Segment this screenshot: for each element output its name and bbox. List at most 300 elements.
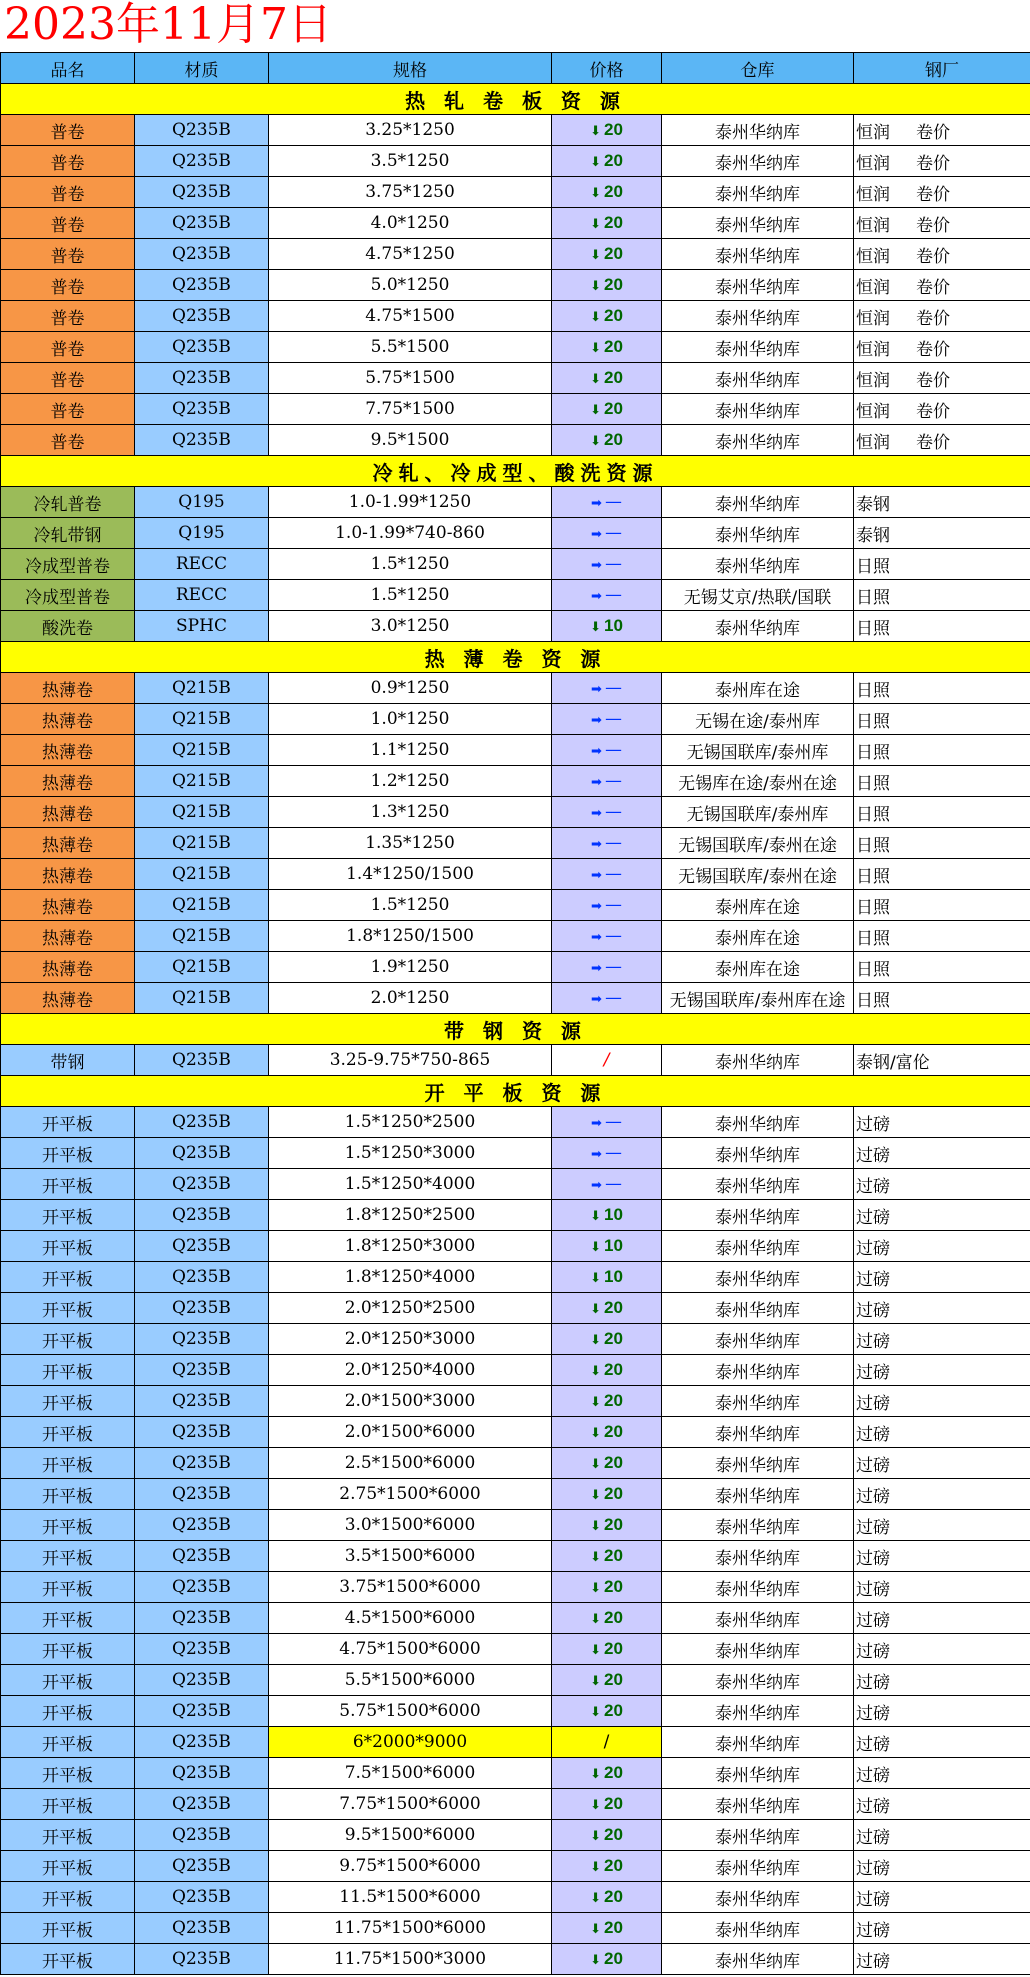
- table-row: [1, 1417, 1030, 1448]
- spec-cell: 3.75*1500*6000: [269, 1572, 552, 1603]
- mill-cell: [854, 239, 1030, 270]
- price-cell: [552, 177, 662, 208]
- price-value: —: [604, 771, 622, 791]
- material-cell: Q195: [135, 518, 269, 549]
- table-row: [1, 1107, 1030, 1138]
- price-value: —: [604, 709, 622, 729]
- spec-cell: 1.0-1.99*740-860: [269, 518, 552, 549]
- mill-name: 恒润: [856, 122, 890, 143]
- table-row: [1, 1231, 1030, 1262]
- spec-cell: 4.5*1500*6000: [269, 1603, 552, 1634]
- section-header-row: [1, 1076, 1030, 1107]
- warehouse-cell: 无锡国联库/泰州库: [662, 797, 854, 828]
- warehouse-cell: 无锡库在途/泰州在途: [662, 766, 854, 797]
- product-name-cell: 开平板: [1, 1944, 135, 1975]
- spec-cell: 7.5*1500*6000: [269, 1758, 552, 1789]
- spec-cell: 5.0*1250: [269, 270, 552, 301]
- warehouse-cell: 泰州华纳库: [662, 487, 854, 518]
- spec-cell: 1.5*1250*3000: [269, 1138, 552, 1169]
- product-name-cell: 冷轧带钢: [1, 518, 135, 549]
- mill-name: 恒润: [856, 401, 890, 422]
- mill-name: 过磅: [856, 1362, 890, 1383]
- mill-name: 过磅: [856, 1114, 890, 1135]
- product-name-cell: 开平板: [1, 1169, 135, 1200]
- mill-cell: [854, 208, 1030, 239]
- right-arrow-icon: ➡: [591, 1147, 602, 1162]
- down-arrow-icon: ⬇: [590, 1674, 601, 1689]
- material-cell: Q235B: [135, 1324, 269, 1355]
- material-cell: Q235B: [135, 239, 269, 270]
- spec-cell: 2.75*1500*6000: [269, 1479, 552, 1510]
- material-cell: Q215B: [135, 673, 269, 704]
- down-arrow-icon: ⬇: [590, 1550, 601, 1565]
- right-arrow-icon: ➡: [591, 558, 602, 573]
- mill-cell: [854, 1324, 1030, 1355]
- warehouse-cell: 泰州华纳库: [662, 1169, 854, 1200]
- mill-cell: [854, 580, 1030, 611]
- product-name-cell: 普卷: [1, 177, 135, 208]
- spec-cell: 4.0*1250: [269, 208, 552, 239]
- material-cell: Q235B: [135, 1634, 269, 1665]
- price-cell: [552, 208, 662, 239]
- price-value: 20: [603, 1298, 623, 1317]
- price-cell: [552, 828, 662, 859]
- table-row: [1, 1355, 1030, 1386]
- spec-cell: 1.2*1250: [269, 766, 552, 797]
- warehouse-cell: 泰州华纳库: [662, 1293, 854, 1324]
- section-header-row: [1, 84, 1030, 115]
- price-basis: 卷价: [916, 308, 950, 329]
- price-value: 20: [603, 306, 623, 325]
- product-name-cell: 普卷: [1, 363, 135, 394]
- price-basis: 卷价: [916, 401, 950, 422]
- mill-cell: [854, 301, 1030, 332]
- product-name-cell: 开平板: [1, 1107, 135, 1138]
- down-arrow-icon: ⬇: [590, 620, 601, 635]
- table-row: [1, 301, 1030, 332]
- table-row: [1, 1293, 1030, 1324]
- material-cell: Q235B: [135, 332, 269, 363]
- mill-name: 过磅: [856, 1455, 890, 1476]
- price-value: 20: [603, 1453, 623, 1472]
- down-arrow-icon: ⬇: [590, 1612, 601, 1627]
- spec-cell: 1.5*1250: [269, 549, 552, 580]
- warehouse-cell: 泰州华纳库: [662, 177, 854, 208]
- price-cell: [552, 301, 662, 332]
- product-name-cell: 开平板: [1, 1355, 135, 1386]
- mill-cell: [854, 1851, 1030, 1882]
- material-cell: Q215B: [135, 797, 269, 828]
- product-name-cell: 开平板: [1, 1665, 135, 1696]
- mill-cell: [854, 1696, 1030, 1727]
- product-name-cell: 开平板: [1, 1541, 135, 1572]
- mill-name: 日照: [856, 804, 890, 825]
- price-value: 20: [603, 120, 623, 139]
- table-row: [1, 332, 1030, 363]
- material-cell: Q215B: [135, 890, 269, 921]
- table-header-row: [1, 53, 1030, 84]
- down-arrow-icon: ⬇: [590, 1488, 601, 1503]
- spec-cell: 1.5*1250: [269, 580, 552, 611]
- mill-name: 泰钢/富伦: [856, 1052, 930, 1073]
- section-title: 冷轧、冷成型、酸洗资源: [1, 456, 1030, 487]
- table-row: [1, 921, 1030, 952]
- right-arrow-icon: ➡: [591, 744, 602, 759]
- spec-cell: 2.0*1250: [269, 983, 552, 1014]
- price-value: —: [604, 1143, 622, 1163]
- price-cell: [552, 1789, 662, 1820]
- price-cell: [552, 1417, 662, 1448]
- price-cell: [552, 1758, 662, 1789]
- price-cell: [552, 1727, 662, 1758]
- table-row: [1, 1758, 1030, 1789]
- table-row: [1, 1696, 1030, 1727]
- mill-name: 恒润: [856, 339, 890, 360]
- down-arrow-icon: ⬇: [590, 341, 601, 356]
- section-title: 开 平 板 资 源: [1, 1076, 1030, 1107]
- product-name-cell: 热薄卷: [1, 983, 135, 1014]
- down-arrow-icon: ⬇: [590, 1240, 601, 1255]
- mill-cell: [854, 332, 1030, 363]
- price-cell: [552, 1603, 662, 1634]
- column-header: 价格: [552, 53, 662, 84]
- right-arrow-icon: ➡: [591, 837, 602, 852]
- mill-name: 日照: [856, 680, 890, 701]
- product-name-cell: 热薄卷: [1, 735, 135, 766]
- price-value: 20: [603, 244, 623, 263]
- table-row: [1, 146, 1030, 177]
- mill-cell: [854, 1138, 1030, 1169]
- material-cell: Q235B: [135, 146, 269, 177]
- down-arrow-icon: ⬇: [590, 1891, 601, 1906]
- warehouse-cell: 泰州华纳库: [662, 1820, 854, 1851]
- product-name-cell: 普卷: [1, 332, 135, 363]
- column-header: 规格: [269, 53, 552, 84]
- warehouse-cell: 泰州华纳库: [662, 239, 854, 270]
- right-arrow-icon: ➡: [591, 682, 602, 697]
- price-cell: [552, 1665, 662, 1696]
- spec-cell: 1.8*1250/1500: [269, 921, 552, 952]
- table-row: [1, 704, 1030, 735]
- mill-cell: [854, 1944, 1030, 1975]
- mill-name: 日照: [856, 835, 890, 856]
- price-cell: [552, 952, 662, 983]
- mill-cell: [854, 735, 1030, 766]
- mill-name: 恒润: [856, 184, 890, 205]
- warehouse-cell: 泰州华纳库: [662, 1913, 854, 1944]
- product-name-cell: 开平板: [1, 1200, 135, 1231]
- price-cell: [552, 549, 662, 580]
- spec-cell: 2.0*1500*6000: [269, 1417, 552, 1448]
- down-arrow-icon: ⬇: [590, 1457, 601, 1472]
- mill-cell: [854, 1727, 1030, 1758]
- material-cell: Q215B: [135, 921, 269, 952]
- product-name-cell: 开平板: [1, 1882, 135, 1913]
- price-value: 20: [603, 430, 623, 449]
- price-cell: [552, 1541, 662, 1572]
- product-name-cell: 热薄卷: [1, 797, 135, 828]
- table-row: [1, 673, 1030, 704]
- table-row: [1, 611, 1030, 642]
- warehouse-cell: 泰州华纳库: [662, 1665, 854, 1696]
- material-cell: Q235B: [135, 1169, 269, 1200]
- price-cell: [552, 890, 662, 921]
- warehouse-cell: 泰州华纳库: [662, 425, 854, 456]
- table-row: [1, 1727, 1030, 1758]
- mill-name: 日照: [856, 866, 890, 887]
- warehouse-cell: 泰州华纳库: [662, 518, 854, 549]
- spec-cell: 0.9*1250: [269, 673, 552, 704]
- product-name-cell: 冷成型普卷: [1, 549, 135, 580]
- down-arrow-icon: ⬇: [590, 434, 601, 449]
- mill-name: 日照: [856, 773, 890, 794]
- material-cell: SPHC: [135, 611, 269, 642]
- product-name-cell: 热薄卷: [1, 952, 135, 983]
- spec-cell: 3.25-9.75*750-865: [269, 1045, 552, 1076]
- section-header-row: [1, 1014, 1030, 1045]
- mill-name: 日照: [856, 556, 890, 577]
- product-name-cell: 热薄卷: [1, 890, 135, 921]
- price-cell: [552, 1386, 662, 1417]
- product-name-cell: 开平板: [1, 1138, 135, 1169]
- price-cell: [552, 487, 662, 518]
- price-value: 20: [603, 368, 623, 387]
- warehouse-cell: 泰州华纳库: [662, 1603, 854, 1634]
- price-value: —: [604, 740, 622, 760]
- price-cell: [552, 921, 662, 952]
- spec-cell: 1.8*1250*4000: [269, 1262, 552, 1293]
- down-arrow-icon: ⬇: [590, 155, 601, 170]
- mill-name: 过磅: [856, 1393, 890, 1414]
- spec-cell: 3.75*1250: [269, 177, 552, 208]
- price-cell: [552, 1200, 662, 1231]
- product-name-cell: 热薄卷: [1, 704, 135, 735]
- product-name-cell: 带钢: [1, 1045, 135, 1076]
- mill-cell: [854, 1479, 1030, 1510]
- product-name-cell: 普卷: [1, 425, 135, 456]
- spec-cell: 1.5*1250*4000: [269, 1169, 552, 1200]
- material-cell: Q235B: [135, 1417, 269, 1448]
- warehouse-cell: 泰州华纳库: [662, 1882, 854, 1913]
- table-row: [1, 828, 1030, 859]
- table-row: [1, 1169, 1030, 1200]
- spec-cell: 3.5*1250: [269, 146, 552, 177]
- warehouse-cell: 无锡在途/泰州库: [662, 704, 854, 735]
- down-arrow-icon: ⬇: [590, 372, 601, 387]
- spec-cell: 1.1*1250: [269, 735, 552, 766]
- spec-cell: 7.75*1500*6000: [269, 1789, 552, 1820]
- material-cell: Q235B: [135, 1541, 269, 1572]
- table-row: [1, 1882, 1030, 1913]
- table-row: [1, 239, 1030, 270]
- product-name-cell: 开平板: [1, 1479, 135, 1510]
- price-value: 20: [603, 1670, 623, 1689]
- material-cell: Q235B: [135, 1820, 269, 1851]
- product-name-cell: 开平板: [1, 1696, 135, 1727]
- right-arrow-icon: ➡: [591, 930, 602, 945]
- down-arrow-icon: ⬇: [590, 1829, 601, 1844]
- product-name-cell: 热薄卷: [1, 766, 135, 797]
- spec-cell: 1.5*1250*2500: [269, 1107, 552, 1138]
- product-name-cell: 开平板: [1, 1262, 135, 1293]
- mill-cell: [854, 890, 1030, 921]
- warehouse-cell: 泰州华纳库: [662, 1541, 854, 1572]
- price-value: 20: [603, 1608, 623, 1627]
- down-arrow-icon: ⬇: [590, 248, 601, 263]
- warehouse-cell: 泰州华纳库: [662, 1696, 854, 1727]
- down-arrow-icon: ⬇: [590, 1519, 601, 1534]
- product-name-cell: 开平板: [1, 1293, 135, 1324]
- price-value: 20: [603, 1639, 623, 1658]
- price-cell: [552, 1479, 662, 1510]
- material-cell: Q215B: [135, 735, 269, 766]
- table-row: [1, 394, 1030, 425]
- spec-cell: 1.35*1250: [269, 828, 552, 859]
- price-value: 20: [603, 1329, 623, 1348]
- table-row: [1, 1324, 1030, 1355]
- mill-cell: [854, 1882, 1030, 1913]
- warehouse-cell: 泰州华纳库: [662, 1200, 854, 1231]
- price-value: 20: [603, 1949, 623, 1968]
- table-row: [1, 1820, 1030, 1851]
- down-arrow-icon: ⬇: [590, 1705, 601, 1720]
- price-cell: [552, 425, 662, 456]
- mill-cell: [854, 952, 1030, 983]
- spec-cell: 3.25*1250: [269, 115, 552, 146]
- table-row: [1, 363, 1030, 394]
- spec-cell: 2.0*1250*3000: [269, 1324, 552, 1355]
- spec-cell: 6*2000*9000: [269, 1727, 552, 1758]
- price-value: 20: [603, 1918, 623, 1937]
- mill-cell: [854, 270, 1030, 301]
- product-name-cell: 普卷: [1, 239, 135, 270]
- table-row: [1, 797, 1030, 828]
- price-value: —: [604, 957, 622, 977]
- spec-cell: 11.5*1500*6000: [269, 1882, 552, 1913]
- warehouse-cell: 无锡国联库/泰州在途: [662, 859, 854, 890]
- table-row: [1, 1045, 1030, 1076]
- spec-cell: 2.0*1250*4000: [269, 1355, 552, 1386]
- product-name-cell: 开平板: [1, 1572, 135, 1603]
- mill-cell: [854, 1572, 1030, 1603]
- mill-cell: [854, 1913, 1030, 1944]
- mill-name: 过磅: [856, 1951, 890, 1972]
- price-value: 20: [603, 1484, 623, 1503]
- price-value: 20: [603, 1422, 623, 1441]
- product-name-cell: 普卷: [1, 394, 135, 425]
- mill-cell: [854, 363, 1030, 394]
- mill-cell: [854, 797, 1030, 828]
- spec-cell: 3.0*1250: [269, 611, 552, 642]
- price-cell: [552, 859, 662, 890]
- price-value: /: [603, 1050, 610, 1070]
- warehouse-cell: 泰州华纳库: [662, 611, 854, 642]
- material-cell: Q235B: [135, 1200, 269, 1231]
- warehouse-cell: 泰州华纳库: [662, 549, 854, 580]
- warehouse-cell: 泰州华纳库: [662, 208, 854, 239]
- spec-cell: 1.4*1250/1500: [269, 859, 552, 890]
- product-name-cell: 开平板: [1, 1634, 135, 1665]
- material-cell: Q235B: [135, 1107, 269, 1138]
- price-basis: 卷价: [916, 370, 950, 391]
- mill-name: 过磅: [856, 1920, 890, 1941]
- price-cell: [552, 1572, 662, 1603]
- mill-cell: [854, 611, 1030, 642]
- price-basis: 卷价: [916, 246, 950, 267]
- price-value: —: [604, 585, 622, 605]
- product-name-cell: 开平板: [1, 1789, 135, 1820]
- down-arrow-icon: ⬇: [590, 1798, 601, 1813]
- mill-name: 恒润: [856, 153, 890, 174]
- product-name-cell: 热薄卷: [1, 921, 135, 952]
- down-arrow-icon: ⬇: [590, 1922, 601, 1937]
- section-header-row: [1, 642, 1030, 673]
- price-cell: [552, 1324, 662, 1355]
- spec-cell: 3.0*1500*6000: [269, 1510, 552, 1541]
- mill-name: 泰钢: [856, 494, 890, 515]
- price-cell: [552, 1944, 662, 1975]
- warehouse-cell: 泰州华纳库: [662, 146, 854, 177]
- mill-cell: [854, 425, 1030, 456]
- material-cell: Q235B: [135, 1510, 269, 1541]
- table-row: [1, 115, 1030, 146]
- down-arrow-icon: ⬇: [590, 1333, 601, 1348]
- price-value: —: [604, 1112, 622, 1132]
- material-cell: Q215B: [135, 983, 269, 1014]
- mill-cell: [854, 1789, 1030, 1820]
- price-table-body: [1, 53, 1030, 1975]
- mill-cell: [854, 115, 1030, 146]
- mill-cell: [854, 1634, 1030, 1665]
- product-name-cell: 开平板: [1, 1386, 135, 1417]
- down-arrow-icon: ⬇: [590, 1271, 601, 1286]
- price-value: 20: [603, 182, 623, 201]
- material-cell: Q235B: [135, 1789, 269, 1820]
- down-arrow-icon: ⬇: [590, 310, 601, 325]
- price-value: 20: [603, 151, 623, 170]
- table-row: [1, 177, 1030, 208]
- product-name-cell: 热薄卷: [1, 859, 135, 890]
- column-header: 材质: [135, 53, 269, 84]
- mill-cell: [854, 1386, 1030, 1417]
- warehouse-cell: 泰州华纳库: [662, 1138, 854, 1169]
- price-cell: [552, 1913, 662, 1944]
- spec-cell: 2.5*1500*6000: [269, 1448, 552, 1479]
- warehouse-cell: 泰州华纳库: [662, 1355, 854, 1386]
- mill-name: 泰钢: [856, 525, 890, 546]
- price-cell: [552, 1262, 662, 1293]
- price-value: 20: [603, 1546, 623, 1565]
- mill-cell: [854, 1510, 1030, 1541]
- table-row: [1, 1510, 1030, 1541]
- spec-cell: 2.0*1500*3000: [269, 1386, 552, 1417]
- warehouse-cell: 泰州华纳库: [662, 394, 854, 425]
- table-row: [1, 1851, 1030, 1882]
- table-row: [1, 549, 1030, 580]
- mill-name: 过磅: [856, 1486, 890, 1507]
- price-value: —: [604, 802, 622, 822]
- spec-cell: 5.75*1500*6000: [269, 1696, 552, 1727]
- material-cell: Q235B: [135, 1231, 269, 1262]
- product-name-cell: 开平板: [1, 1758, 135, 1789]
- mill-cell: [854, 1820, 1030, 1851]
- mill-name: 过磅: [856, 1424, 890, 1445]
- mill-cell: [854, 673, 1030, 704]
- table-row: [1, 1944, 1030, 1975]
- price-table: [0, 52, 1030, 1975]
- warehouse-cell: 泰州华纳库: [662, 1572, 854, 1603]
- price-cell: [552, 270, 662, 301]
